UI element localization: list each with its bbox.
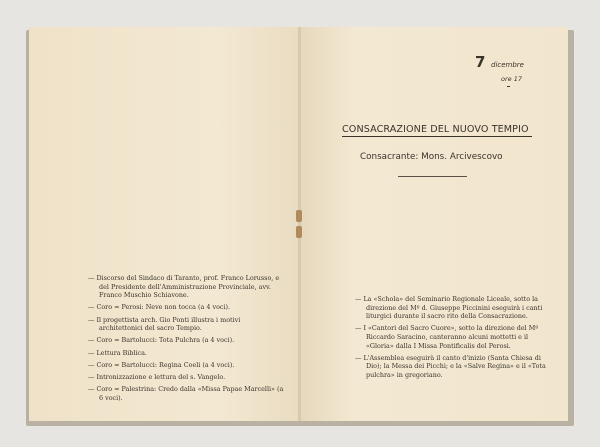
list-item: — Coro = Palestrina: Credo dalla «Missa Papae Marcelli» (a 6 voci). [88, 385, 284, 402]
list-item: — I «Cantori del Sacro Cuore», sotto la direzione del Mº Riccardo Saracino, canteranno alcuni mottetti e il «Gloria» dalla I Missa Pontificalis del Perosi. [355, 324, 555, 350]
page-subtitle: Consacrante: Mons. Arcivescovo [360, 152, 503, 162]
staple-bottom [296, 226, 302, 238]
date-month: dicembre [491, 61, 524, 69]
list-item: — Lettura Biblica. [88, 349, 284, 358]
list-item: — Discorso del Sindaco di Taranto, prof. Franco Lorusso, e del Presidente dell'Amministrazione Provinciale, avv. Franco Muschio Schiavone. [88, 274, 284, 300]
left-program-list [88, 274, 284, 406]
staple-top [296, 210, 302, 222]
list-item: — Il progettista arch. Gio Ponti illustra i motivi architettonici del sacro Tempio. [88, 316, 284, 333]
date-time: ore 17 [501, 75, 522, 83]
date-tick-mark [507, 86, 510, 87]
list-item: — L'Assemblea eseguirà il canto d'inizio (Santa Chiesa di Dio); la Messa dei Picchi; e la «Salve Regina» e il «Tota pulchra» in gregoriano. [355, 354, 555, 380]
list-item: — Coro = Bartolucci: Tota Pulchra (a 4 voci). [88, 336, 284, 345]
page-title: CONSACRAZIONE DEL NUOVO TEMPIO [342, 124, 532, 137]
list-item: — Coro = Perosi: Neve non tocca (a 4 voci). [88, 303, 284, 312]
right-program-list [355, 295, 555, 383]
list-item: — Intronizzazione e lettura del s. Vangelo. [88, 373, 284, 382]
divider-rule [398, 176, 467, 177]
date-day: 7 [475, 53, 486, 71]
book-gutter [298, 27, 301, 421]
list-item: — La «Schola» del Seminario Regionale Liceale, sotto la direzione del Mº d. Giuseppe Piccinini eseguirà i canti liturgici durante il sacro rito della Consacrazione. [355, 295, 555, 321]
list-item: — Coro = Bartolucci: Regina Coeli (a 4 voci). [88, 361, 284, 370]
